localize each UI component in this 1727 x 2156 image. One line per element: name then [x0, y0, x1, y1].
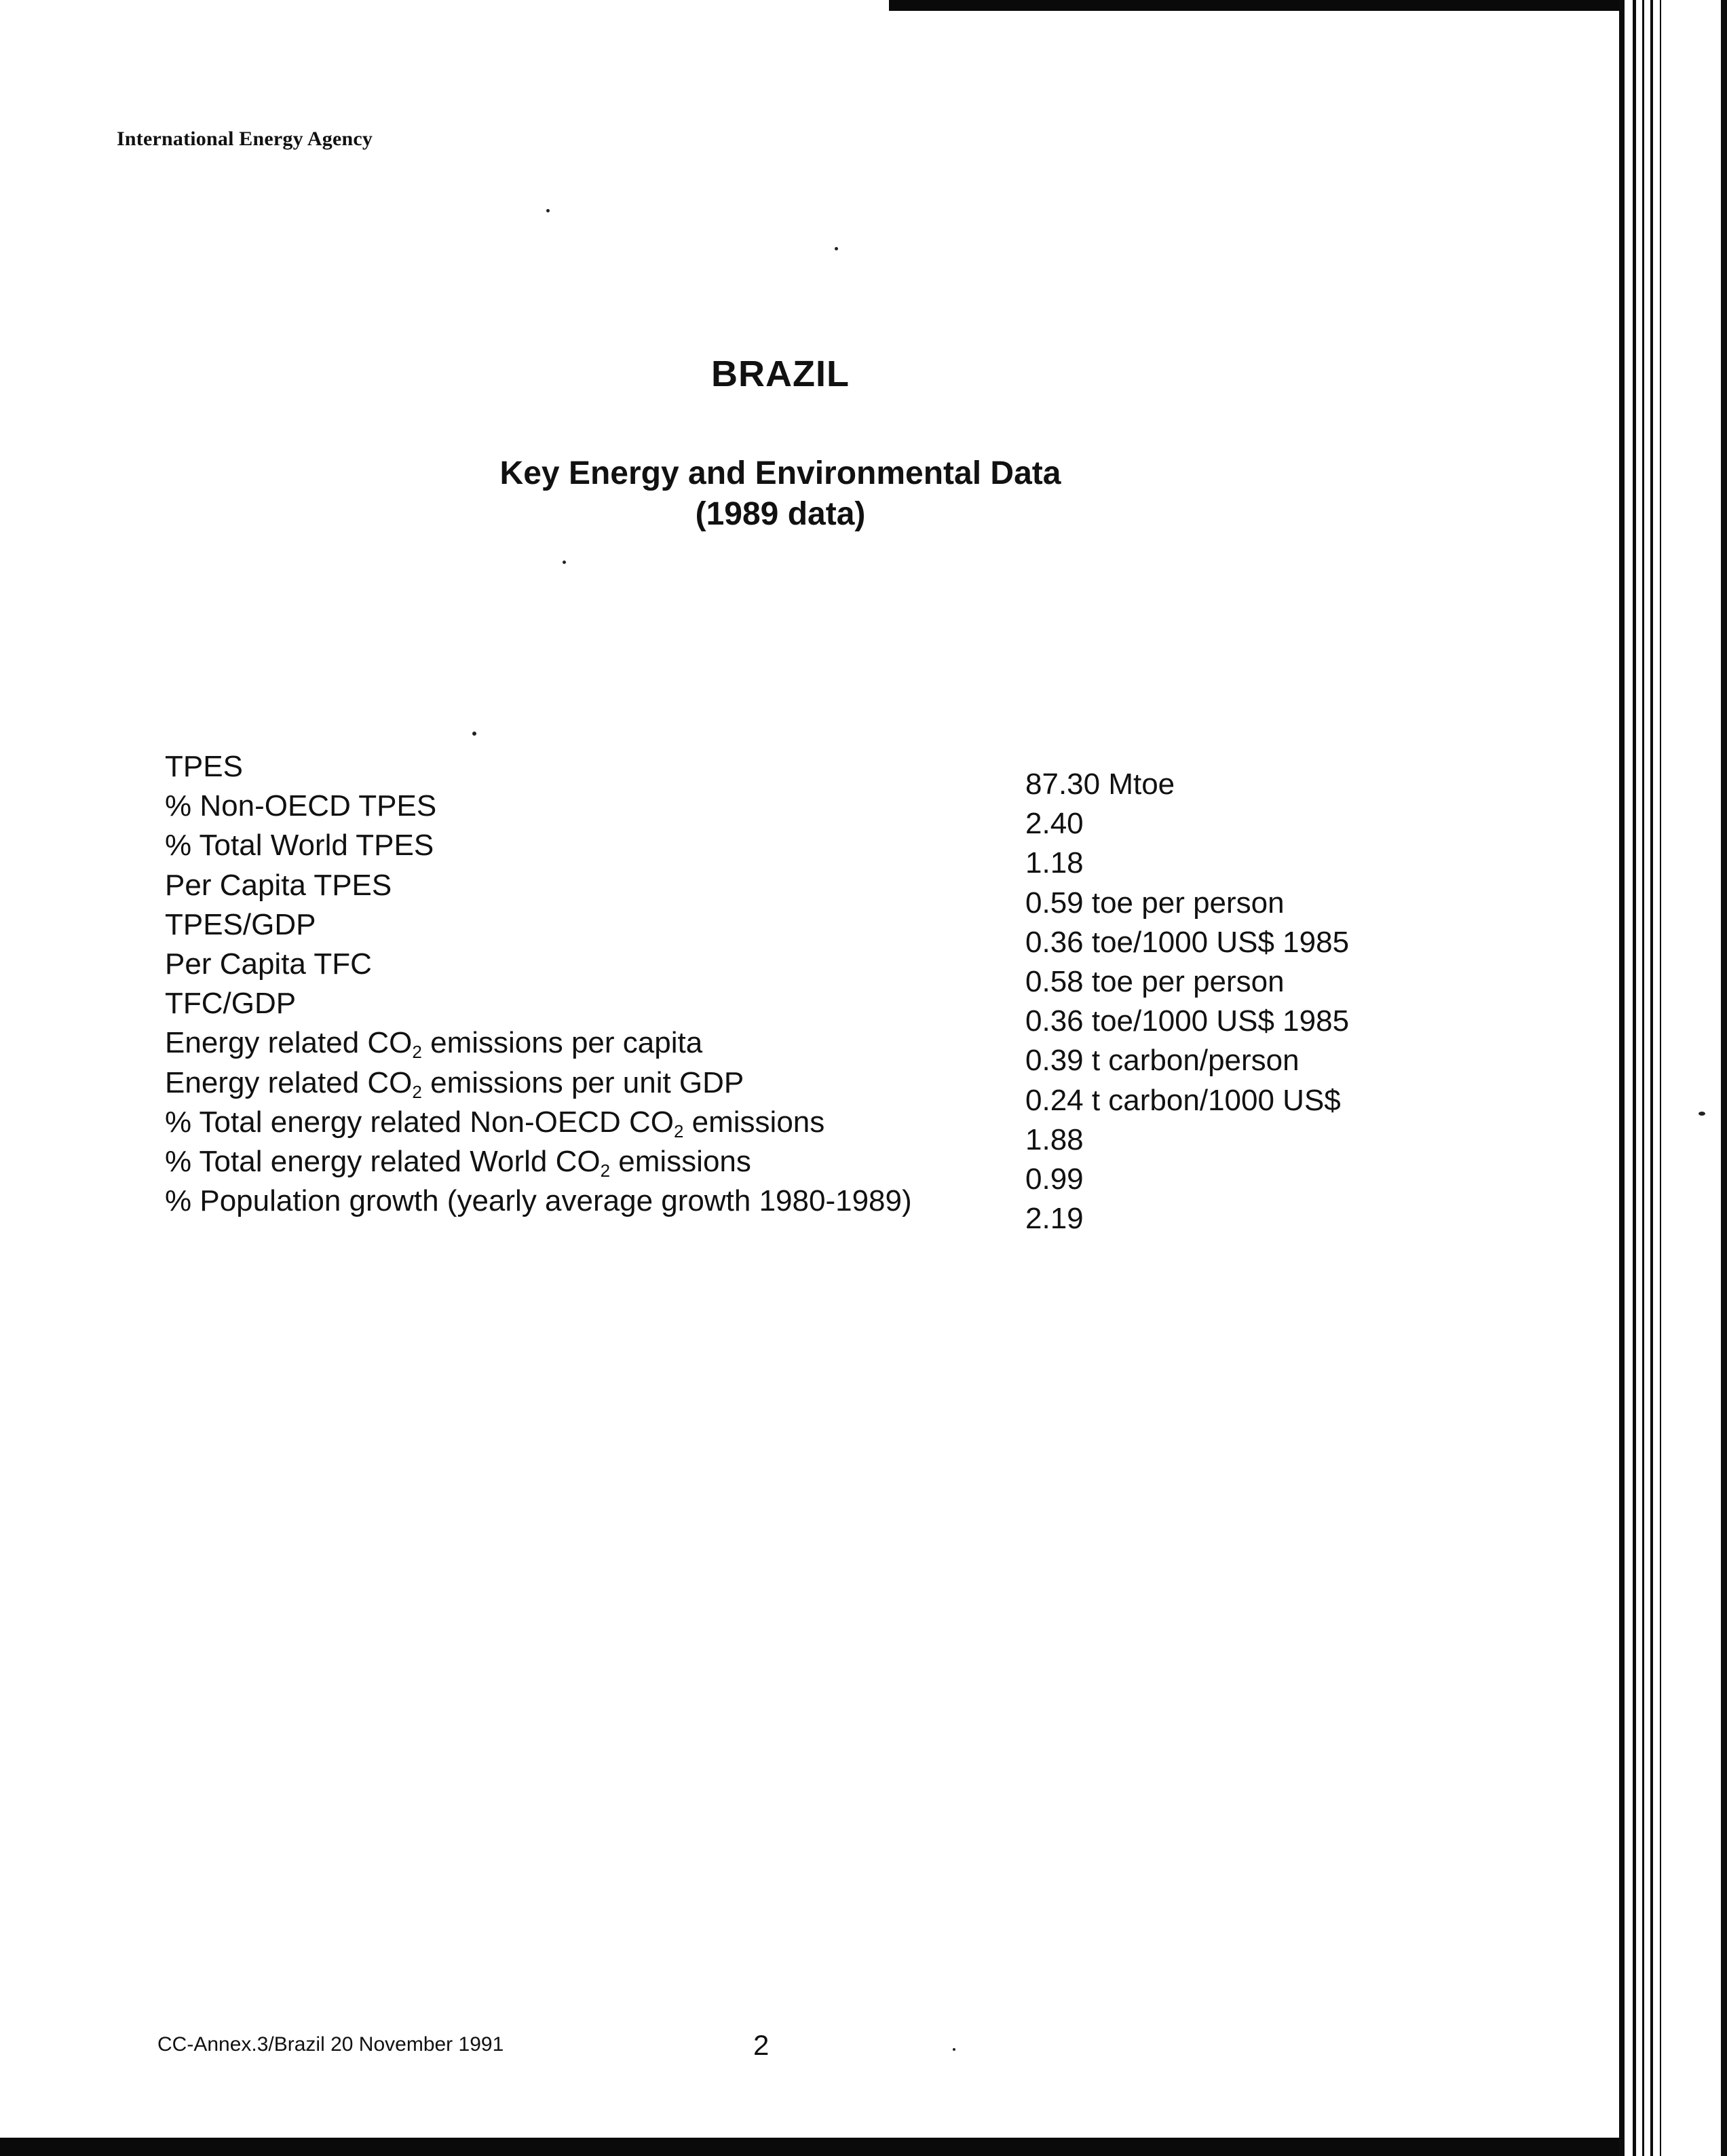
scan-border-top: [889, 0, 1727, 11]
table-row: [165, 1065, 1522, 1117]
row-label: TPES: [165, 750, 243, 783]
footer-reference: CC-Annex.3/Brazil 20 November 1991: [157, 2033, 504, 2056]
row-label-text: emissions: [610, 1144, 751, 1178]
table-row: [165, 1026, 1522, 1078]
subscript: 2: [412, 1081, 422, 1102]
row-value: 2.40: [1025, 807, 1084, 841]
row-value: 2.19: [1025, 1202, 1084, 1236]
row-value: 0.99: [1025, 1162, 1084, 1196]
scan-speck: [472, 732, 476, 736]
row-label-text: % Total energy related Non-OECD CO: [165, 1105, 674, 1139]
row-label: Per Capita TPES: [165, 868, 392, 902]
row-value: 0.36 toe/1000 US$ 1985: [1025, 925, 1350, 959]
scan-speck: [835, 247, 838, 250]
table-row: [165, 750, 1522, 801]
row-label-text: emissions per capita: [421, 1026, 703, 1060]
row-label-text: emissions: [683, 1105, 825, 1139]
scan-speck: [546, 209, 550, 212]
subscript: 2: [673, 1120, 684, 1141]
subscript: 2: [412, 1042, 422, 1063]
row-label: Per Capita TFC: [165, 947, 372, 981]
row-label: [165, 1145, 751, 1181]
row-value: 0.24 t carbon/1000 US$: [1025, 1083, 1341, 1117]
page-title: BRAZIL: [711, 354, 850, 394]
scan-speck: [1698, 1112, 1705, 1116]
row-label: % Non-OECD TPES: [165, 789, 437, 823]
row-value: 87.30 Mtoe: [1025, 768, 1175, 801]
page-number: 2: [753, 2029, 770, 2061]
subscript: 2: [600, 1160, 611, 1181]
subtitle-line-1: Key Energy and Environmental Data: [499, 455, 1061, 491]
row-label: % Total World TPES: [165, 829, 434, 863]
subtitle: [0, 453, 1561, 535]
table-row: [165, 1105, 1522, 1156]
row-label: TPES/GDP: [165, 907, 316, 941]
row-value: 0.39 t carbon/person: [1025, 1044, 1299, 1078]
row-label-text: emissions per unit GDP: [421, 1065, 744, 1099]
row-label: [165, 1026, 702, 1063]
row-value: 0.59 toe per person: [1025, 886, 1285, 920]
table-row: [165, 947, 1522, 998]
row-label: TFC/GDP: [165, 987, 297, 1021]
row-label: [165, 1066, 744, 1103]
row-label: [165, 1105, 824, 1142]
scan-border-bottom: [0, 2138, 1727, 2156]
table-row: [165, 789, 1522, 841]
row-value: 0.36 toe/1000 US$ 1985: [1025, 1004, 1350, 1038]
subtitle-line-2: (1989 data): [695, 496, 866, 532]
table-row: [165, 829, 1522, 880]
row-label-text: Energy related CO: [165, 1065, 413, 1099]
row-value: 0.58 toe per person: [1025, 964, 1285, 998]
table-row: [165, 1144, 1522, 1196]
table-row: [165, 868, 1522, 920]
row-value: 1.18: [1025, 846, 1084, 880]
table-row: [165, 987, 1522, 1038]
scan-border-right: [1619, 0, 1727, 2156]
table-row: [165, 907, 1522, 959]
scan-speck: [563, 561, 566, 564]
row-value: 1.88: [1025, 1122, 1084, 1156]
table-row: [165, 1184, 1522, 1236]
energy-data-table: [165, 750, 1522, 1236]
row-label-text: % Total energy related World CO: [165, 1144, 601, 1178]
row-label: % Population growth (yearly average growth 1980-1989): [165, 1184, 912, 1218]
agency-name: International Energy Agency: [117, 128, 373, 150]
scan-speck: [953, 2048, 955, 2051]
row-label-text: Energy related CO: [165, 1026, 413, 1060]
